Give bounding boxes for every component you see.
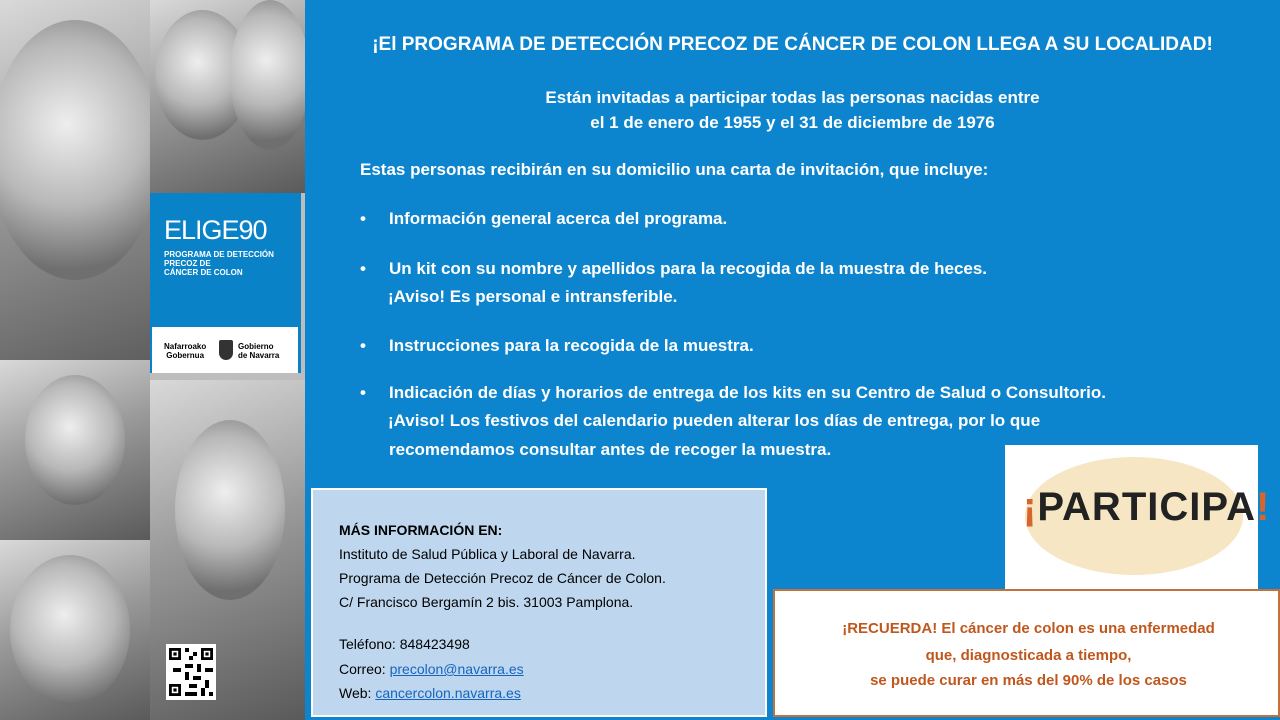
- intro-text: Estas personas recibirán en su domicilio una carta de invitación, que incluye:: [360, 160, 989, 179]
- bullet-text: Un kit con su nombre y apellidos para la recogida de la muestra de heces.: [389, 259, 988, 278]
- photo-woman-glasses: [0, 360, 150, 540]
- gov-label-spanish: Gobierno de Navarra: [238, 342, 280, 360]
- bullet-text: ¡Aviso! Es personal e intransferible.: [388, 287, 678, 306]
- bullet-text: Indicación de días y horarios de entrega de los kits en su Centro de Salud o Consultorio.: [389, 383, 1106, 402]
- gov-label-basque: Nafarroako Gobernua: [164, 342, 207, 360]
- email-link[interactable]: precolon@navarra.es: [389, 661, 524, 677]
- info-phone: Teléfono: 848423498: [339, 636, 470, 652]
- web-link[interactable]: cancercolon.navarra.es: [375, 685, 521, 701]
- photo-collage: [0, 0, 305, 720]
- elige90-subtitle: PROGRAMA DE DETECCIÓN PRECOZ DE CÁNCER DE COLON: [164, 250, 274, 277]
- reminder-line-1: ¡RECUERDA! El cáncer de colon es una enfermedad: [842, 620, 1215, 637]
- page-title: ¡El PROGRAMA DE DETECCIÓN PRECOZ DE CÁNCER DE COLON LLEGA A SU LOCALIDAD!: [372, 34, 1213, 55]
- bullet-icon: •: [360, 259, 366, 278]
- participa-text: ¡PARTICIPA!: [1023, 485, 1271, 529]
- elige90-title: ELIGE90: [164, 215, 267, 245]
- info-box: [311, 488, 767, 717]
- photo-couple-top: [150, 0, 305, 193]
- bullet-text: ¡Aviso! Los festivos del calendario pueden alterar los días de entrega, por lo que: [388, 411, 1041, 430]
- invitation-subtitle: [305, 85, 1280, 135]
- photo-man-top: [0, 0, 150, 380]
- info-web-row: [339, 685, 521, 701]
- subtitle-line-1: Están invitadas a participar todas las personas nacidas entre: [545, 88, 1040, 107]
- info-email-row: [339, 661, 524, 677]
- bullet-text: recomendamos consultar antes de recoger la muestra.: [389, 440, 832, 459]
- participa-badge: [1005, 445, 1271, 590]
- bullet-icon: •: [360, 209, 366, 228]
- info-web-label: Web:: [339, 685, 376, 701]
- info-line: Instituto de Salud Pública y Laboral de Navarra.: [339, 546, 636, 562]
- info-heading: MÁS INFORMACIÓN EN:: [339, 522, 503, 538]
- qr-code-icon: [166, 644, 216, 700]
- reminder-line-3: se puede curar en más del 90% de los casos: [870, 672, 1187, 689]
- subtitle-line-2: el 1 de enero de 1955 y el 31 de diciembre de 1976: [590, 113, 995, 132]
- gobierno-navarra-logo: [152, 327, 298, 373]
- bullet-icon: •: [360, 336, 366, 355]
- photo-man-glasses: [0, 540, 150, 720]
- shield-icon: [219, 340, 233, 360]
- reminder-box: [773, 589, 1280, 717]
- info-email-label: Correo:: [339, 661, 390, 677]
- bullet-text: Instrucciones para la recogida de la muestra.: [389, 336, 754, 355]
- reminder-line-2: que, diagnosticada a tiempo,: [925, 647, 1132, 664]
- info-line: Programa de Detección Precoz de Cáncer de Colon.: [339, 570, 666, 586]
- bullet-icon: •: [360, 383, 366, 402]
- info-line: C/ Francisco Bergamín 2 bis. 31003 Pamplona.: [339, 594, 634, 610]
- bullet-text: Información general acerca del programa.: [389, 209, 728, 228]
